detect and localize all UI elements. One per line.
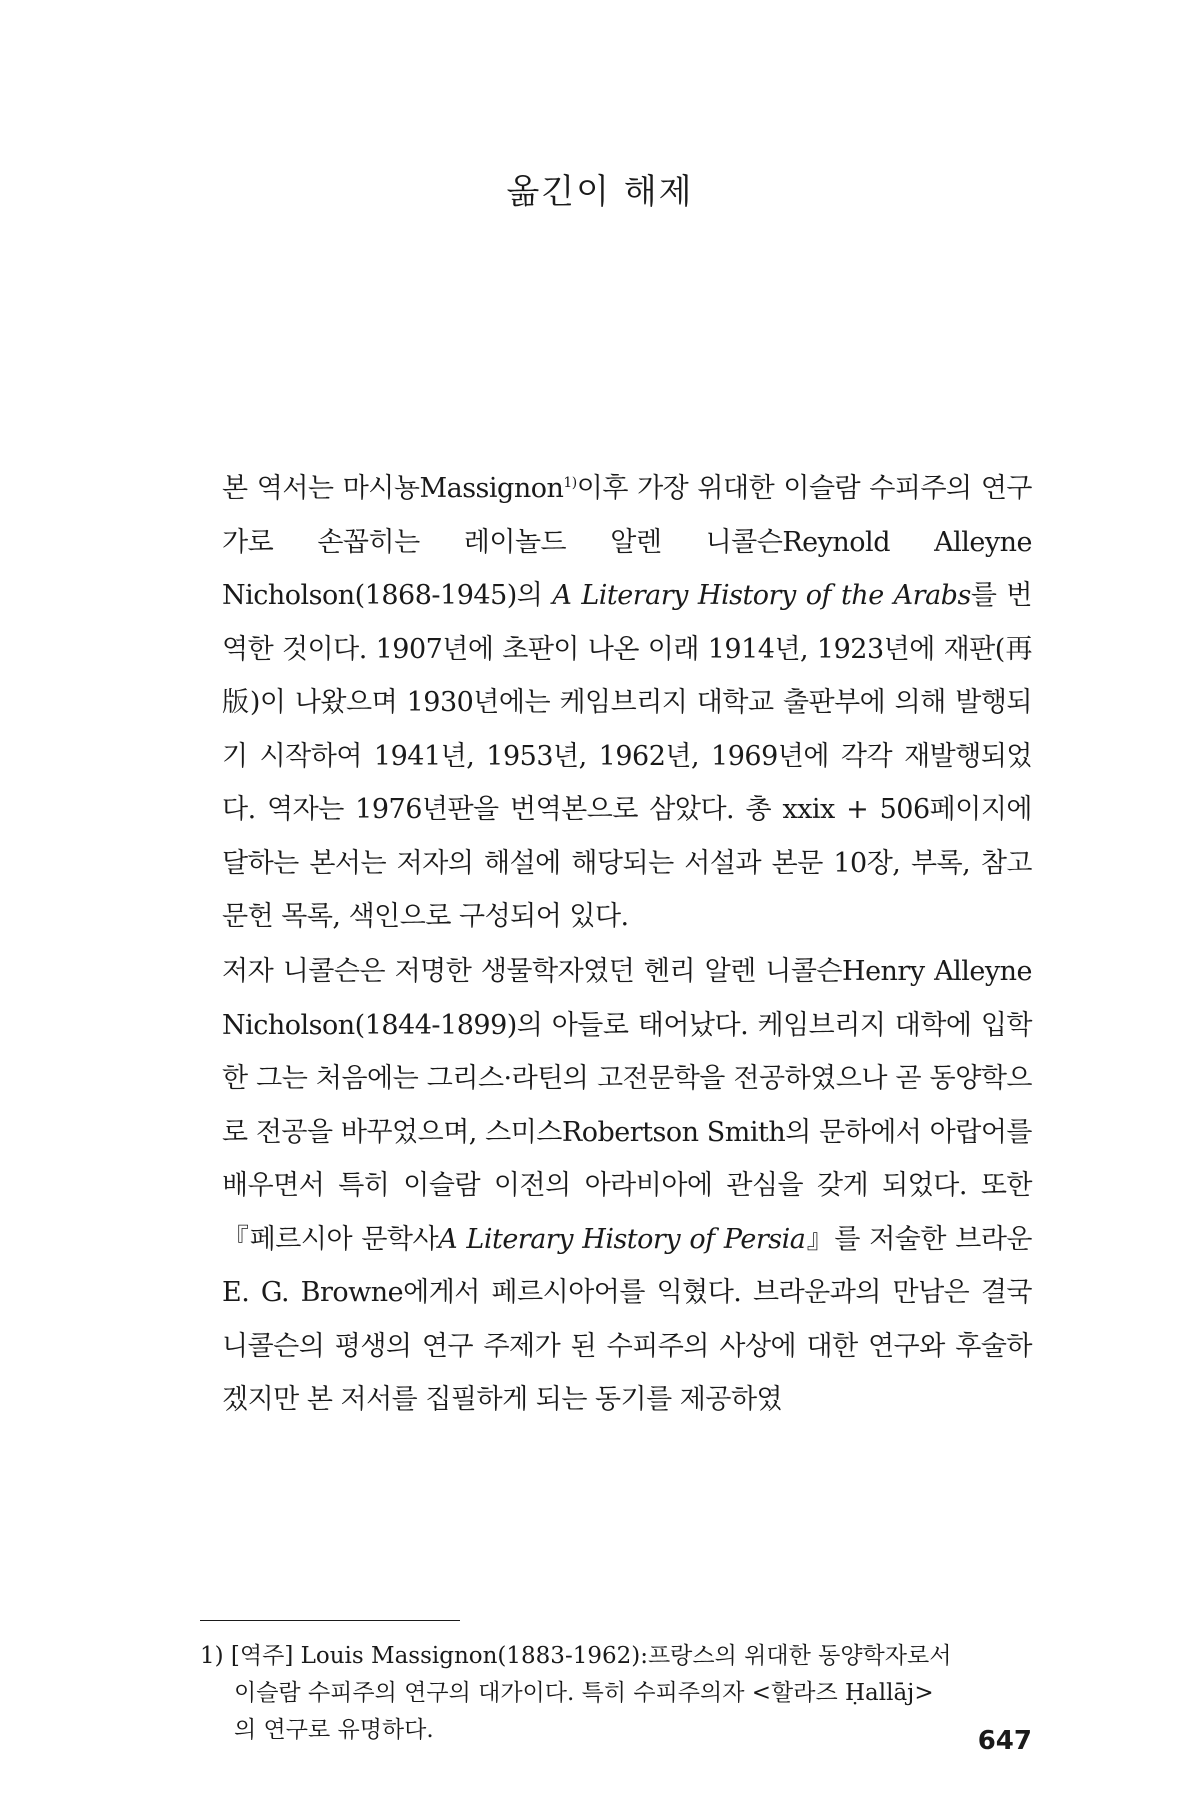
footnote-line-3: 의 연구로 유명하다.: [234, 1717, 434, 1743]
page-number: 647: [977, 1726, 1032, 1756]
paragraph-2-text: [200, 945, 1032, 1427]
paragraph-2: [200, 945, 1032, 1427]
paragraph-2-part-2: 』를 저술한 브라운E. G. Browne에게서 페르시아어를 익혔다. 브라운과의 만남은 결국 니콜슨의 평생의 연구 주제가 된 수피주의 사상에 대한 연구와 후술하겠지만 본 저서를 집필하게 되는 동기를 제공하였: [222, 1223, 1033, 1415]
book-title-persia: A Literary History of Persia: [438, 1223, 806, 1255]
paragraph-2-part-1: 저자 니콜슨은 저명한 생물학자였던 헨리 알렌 니콜슨Henry Alleyne Nicholson(1844-1899)의 아들로 태어났다. 케임브리지 대학에 입학한 그는 처음에는 그리스·라틴의 고전문학을 전공하였으나 곧 동양학으로 전공을 바꾸었으며, 스미스Robertson Smith의 문하에서 아랍어를 배우면서 특히 이슬람 이전의 아라비아에 관심을 갖게 되었다. 또한 『페르시아 문학사: [222, 956, 1032, 1255]
footnote-ref-1: 1): [563, 475, 577, 491]
footnote-line-1: 1) [역주] Louis Massignon(1883-1962):프랑스의 위대한 동양학자로서: [200, 1643, 952, 1669]
paragraph-1-part-1: 본 역서는 마시뇽Massignon: [222, 473, 564, 504]
paragraph-1-part-2: 이후 가장 위대한 이슬람 수피주의 연구가로 손꼽히는 레이놀드 알렌 니콜슨Reynold Alleyne Nicholson(1868-1945)의: [222, 473, 1032, 611]
footnote-line-2: 이슬람 수피주의 연구의 대가이다. 특히 수피주의자 <할라즈 Ḥallāj>: [234, 1680, 934, 1706]
paragraph-1-text: [200, 462, 1032, 944]
footnote: [200, 1638, 1032, 1749]
book-title-arabs: A Literary History of the Arabs: [552, 580, 971, 611]
paragraph-1: [200, 462, 1032, 944]
footnote-divider: [200, 1620, 460, 1621]
paragraph-1-part-3: 를 번역한 것이다. 1907년에 초판이 나온 이래 1914년, 1923년에 재판(再版)이 나왔으며 1930년에는 케임브리지 대학교 출판부에 의해 발행되기 시작하여 1941년, 1953년, 1962년, 1969년에 각각 재발행되었다. 역자는 1976년판을 번역본으로 삼았다. 총 xxix + 506페이지에 달하는 본서는 저자의 해설에 해당되는 서설과 본문 10장, 부록, 참고문헌 목록, 색인으로 구성되어 있다.: [222, 580, 1032, 932]
page-title: 옮긴이 해제: [506, 172, 694, 212]
